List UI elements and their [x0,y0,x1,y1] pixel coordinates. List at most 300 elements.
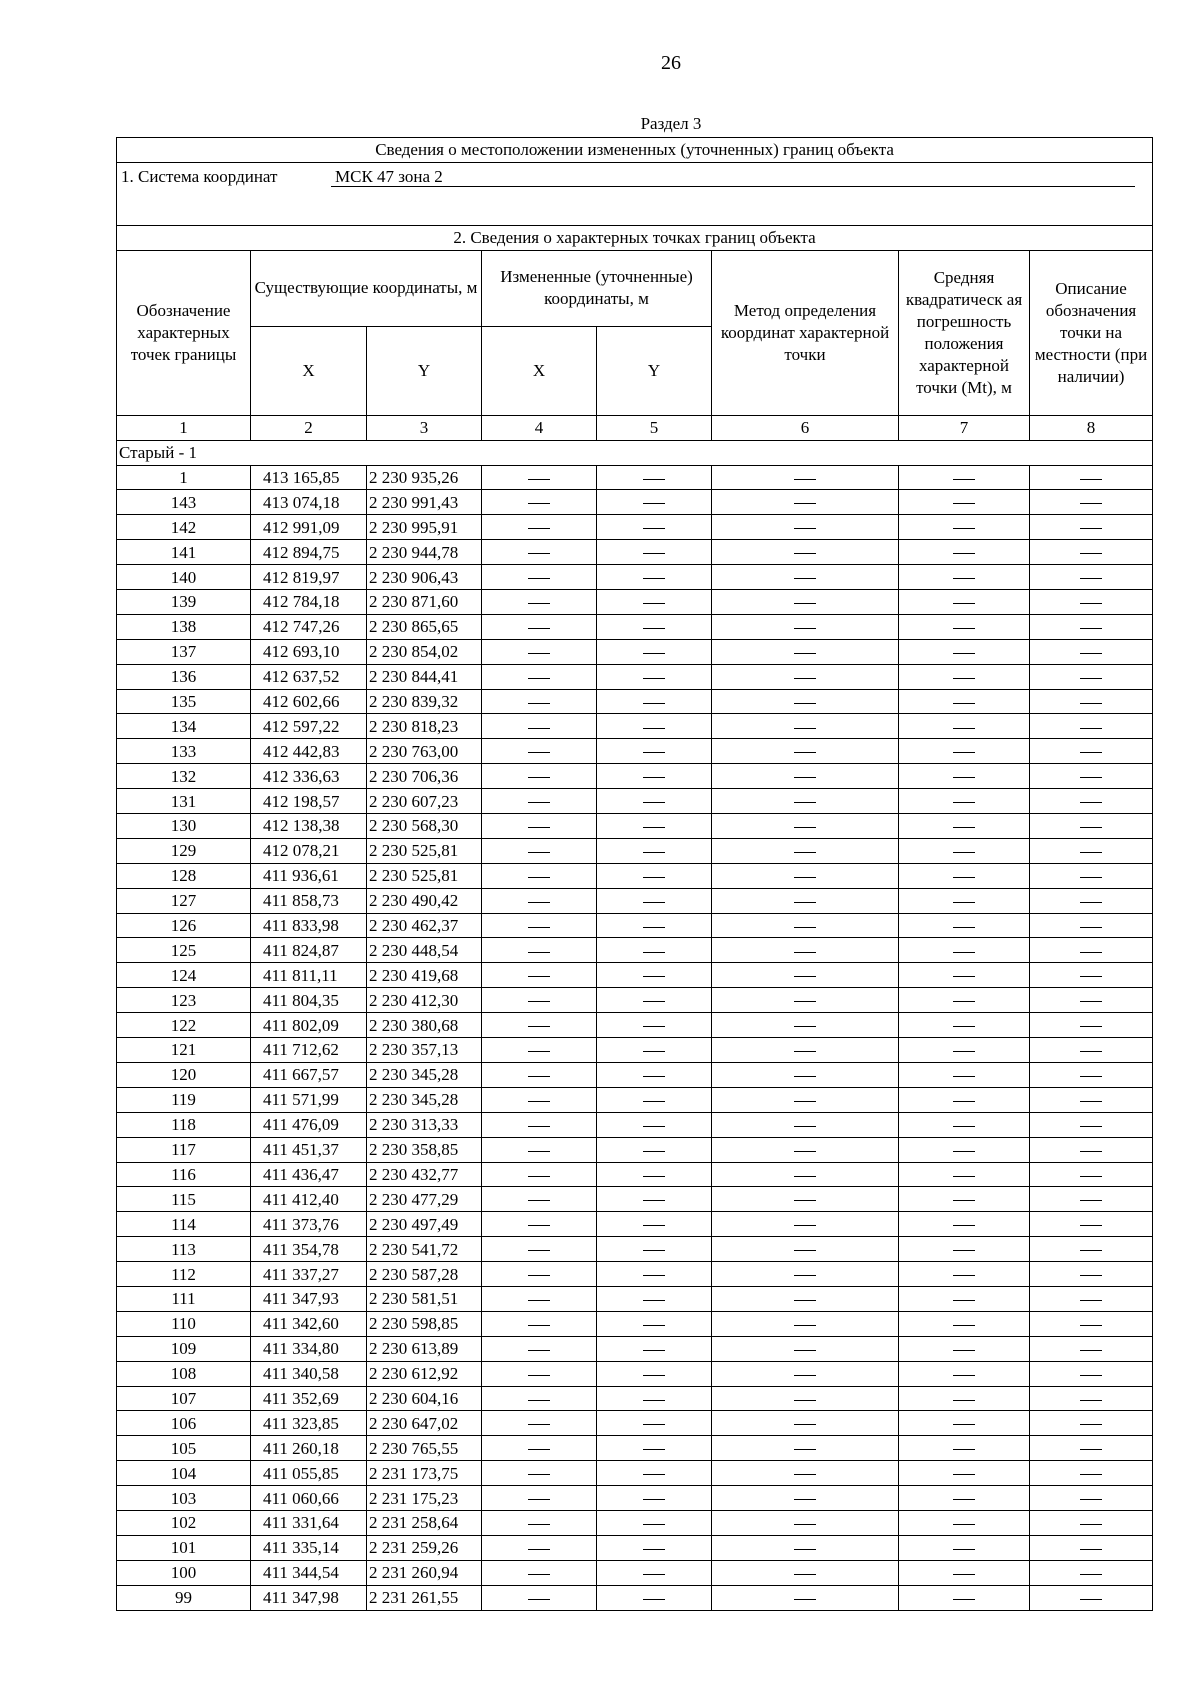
dash-mark [794,1300,816,1301]
table-title: Сведения о местоположении измененных (уточненных) границ объекта [117,138,1153,163]
empty-value-cell [597,1112,712,1137]
point-id-cell: 113 [117,1237,251,1262]
header-designation: Обозначение характерных точек границы [117,250,251,415]
dash-mark [953,1026,975,1027]
empty-value-cell [482,1237,597,1262]
empty-value-cell [597,789,712,814]
existing-x-cell: 412 336,63 [251,764,367,789]
existing-y-cell: 2 230 541,72 [367,1237,482,1262]
dash-mark [643,553,665,554]
section-label: Раздел 3 [640,114,702,133]
empty-value-cell [712,1436,899,1461]
dash-mark [1080,479,1102,480]
existing-x-cell: 411 811,11 [251,963,367,988]
empty-value-cell [482,664,597,689]
dash-mark [794,553,816,554]
existing-y-cell: 2 230 358,85 [367,1137,482,1162]
dash-mark [528,752,550,753]
empty-value-cell [1030,1336,1153,1361]
dash-mark [794,1076,816,1077]
empty-value-cell [899,465,1030,490]
empty-value-cell [482,590,597,615]
empty-value-cell [1030,1162,1153,1187]
point-id-cell: 102 [117,1510,251,1535]
empty-value-cell [482,465,597,490]
existing-y-cell: 2 230 706,36 [367,764,482,789]
dash-mark [953,852,975,853]
existing-y-cell: 2 230 477,29 [367,1187,482,1212]
empty-value-cell [712,565,899,590]
dash-mark [528,1574,550,1575]
empty-value-cell [899,1038,1030,1063]
dash-mark [528,1424,550,1425]
dash-mark [794,1176,816,1177]
empty-value-cell [482,1510,597,1535]
existing-y-cell: 2 230 419,68 [367,963,482,988]
dash-mark [1080,1549,1102,1550]
dash-mark [794,1101,816,1102]
empty-value-cell [712,1411,899,1436]
existing-y-cell: 2 230 497,49 [367,1212,482,1237]
coord-system-value: МСК 47 зона 2 [331,167,1135,187]
point-id-cell: 105 [117,1436,251,1461]
empty-value-cell [899,913,1030,938]
dash-mark [794,1549,816,1550]
dash-mark [953,1524,975,1525]
dash-mark [528,1524,550,1525]
table-row [117,1386,1153,1411]
empty-value-cell [597,565,712,590]
empty-value-cell [899,888,1030,913]
point-id-cell: 132 [117,764,251,789]
existing-y-cell: 2 230 765,55 [367,1436,482,1461]
existing-x-cell: 411 804,35 [251,988,367,1013]
dash-mark [794,1400,816,1401]
dash-mark [1080,1001,1102,1002]
empty-value-cell [597,639,712,664]
existing-y-cell: 2 231 259,26 [367,1535,482,1560]
empty-value-cell [482,1361,597,1386]
existing-x-cell: 411 055,85 [251,1461,367,1486]
existing-y-cell: 2 230 462,37 [367,913,482,938]
empty-value-cell [482,913,597,938]
dash-mark [953,902,975,903]
point-id-cell: 124 [117,963,251,988]
table-row [117,1560,1153,1585]
empty-value-cell [597,1237,712,1262]
dash-mark [528,1026,550,1027]
empty-value-cell [712,863,899,888]
column-number: 1 [117,415,251,440]
dash-mark [794,952,816,953]
empty-value-cell [712,1212,899,1237]
empty-value-cell [482,1038,597,1063]
empty-value-cell [899,1535,1030,1560]
dash-mark [643,802,665,803]
dash-mark [953,578,975,579]
dash-mark [643,1151,665,1152]
existing-x-cell: 411 802,09 [251,1013,367,1038]
empty-value-cell [1030,664,1153,689]
empty-value-cell [597,1461,712,1486]
point-id-cell: 138 [117,614,251,639]
table-row [117,1162,1153,1187]
empty-value-cell [1030,1187,1153,1212]
table-row [117,664,1153,689]
empty-value-cell [899,689,1030,714]
empty-value-cell [597,689,712,714]
dash-mark [1080,678,1102,679]
empty-value-cell [482,565,597,590]
point-id-cell: 133 [117,739,251,764]
empty-value-cell [712,1262,899,1287]
empty-value-cell [899,1087,1030,1112]
dash-mark [1080,1350,1102,1351]
existing-y-cell: 2 230 357,13 [367,1038,482,1063]
existing-x-cell: 411 436,47 [251,1162,367,1187]
dash-mark [794,503,816,504]
dash-mark [528,603,550,604]
empty-value-cell [482,838,597,863]
dash-mark [1080,553,1102,554]
dash-mark [1080,653,1102,654]
point-id-cell: 100 [117,1560,251,1585]
dash-mark [528,1325,550,1326]
empty-value-cell [597,938,712,963]
existing-y-cell: 2 230 380,68 [367,1013,482,1038]
dash-mark [643,1176,665,1177]
point-id-cell: 111 [117,1286,251,1311]
dash-mark [528,678,550,679]
empty-value-cell [712,664,899,689]
existing-y-cell: 2 230 935,26 [367,465,482,490]
empty-value-cell [899,714,1030,739]
table-row [117,838,1153,863]
empty-value-cell [899,1560,1030,1585]
empty-value-cell [899,1187,1030,1212]
empty-value-cell [1030,1411,1153,1436]
point-id-cell: 107 [117,1386,251,1411]
existing-x-cell: 411 352,69 [251,1386,367,1411]
empty-value-cell [597,1087,712,1112]
existing-x-cell: 412 597,22 [251,714,367,739]
dash-mark [794,703,816,704]
dash-mark [643,1126,665,1127]
empty-value-cell [482,614,597,639]
dash-mark [953,653,975,654]
existing-x-cell: 411 412,40 [251,1187,367,1212]
empty-value-cell [712,739,899,764]
empty-value-cell [899,863,1030,888]
empty-value-cell [1030,1436,1153,1461]
dash-mark [1080,827,1102,828]
dash-mark [953,1549,975,1550]
dash-mark [794,1449,816,1450]
dash-mark [643,1400,665,1401]
empty-value-cell [899,490,1030,515]
point-id-cell: 126 [117,913,251,938]
existing-y-cell: 2 230 598,85 [367,1311,482,1336]
dash-mark [1080,927,1102,928]
dash-mark [794,1375,816,1376]
table-row [117,1585,1153,1610]
existing-x-cell: 413 074,18 [251,490,367,515]
empty-value-cell [482,1212,597,1237]
dash-mark [528,653,550,654]
empty-value-cell [597,1286,712,1311]
dash-mark [1080,852,1102,853]
empty-value-cell [712,614,899,639]
existing-y-cell: 2 230 604,16 [367,1386,482,1411]
dash-mark [643,503,665,504]
existing-x-cell: 411 260,18 [251,1436,367,1461]
dash-mark [1080,802,1102,803]
point-id-cell: 130 [117,814,251,839]
empty-value-cell [712,714,899,739]
empty-value-cell [482,963,597,988]
dash-mark [643,1549,665,1550]
table-row [117,764,1153,789]
dash-mark [643,1250,665,1251]
table-row [117,1062,1153,1087]
dash-mark [794,752,816,753]
coord-system-label: 1. Система координат [121,166,278,186]
column-number: 7 [899,415,1030,440]
empty-value-cell [597,913,712,938]
existing-y-cell: 2 231 175,23 [367,1486,482,1511]
dash-mark [643,479,665,480]
boundary-points-table [116,137,1153,1611]
point-id-cell: 142 [117,515,251,540]
empty-value-cell [712,963,899,988]
column-number: 6 [712,415,899,440]
empty-value-cell [597,1411,712,1436]
dash-mark [528,1151,550,1152]
dash-mark [643,1026,665,1027]
dash-mark [1080,1474,1102,1475]
dash-mark [794,1424,816,1425]
table-row [117,540,1153,565]
dash-mark [953,877,975,878]
empty-value-cell [1030,590,1153,615]
dash-mark [528,1126,550,1127]
existing-y-cell: 2 230 581,51 [367,1286,482,1311]
table-row [117,1286,1153,1311]
existing-x-cell: 412 442,83 [251,739,367,764]
empty-value-cell [712,1112,899,1137]
table-row [117,639,1153,664]
empty-value-cell [712,1311,899,1336]
table-row [117,490,1153,515]
empty-value-cell [597,540,712,565]
dash-mark [794,1275,816,1276]
empty-value-cell [1030,1560,1153,1585]
dash-mark [953,1375,975,1376]
point-id-cell: 103 [117,1486,251,1511]
empty-value-cell [482,1535,597,1560]
empty-value-cell [899,1311,1030,1336]
points-section-title: 2. Сведения о характерных точках границ объекта [117,225,1153,250]
empty-value-cell [482,1436,597,1461]
existing-x-cell: 411 060,66 [251,1486,367,1511]
empty-value-cell [712,639,899,664]
dash-mark [1080,1126,1102,1127]
table-row [117,739,1153,764]
dash-mark [953,1151,975,1152]
point-id-cell: 128 [117,863,251,888]
dash-mark [528,1350,550,1351]
empty-value-cell [597,1486,712,1511]
dash-mark [643,1001,665,1002]
dash-mark [794,578,816,579]
point-id-cell: 120 [117,1062,251,1087]
empty-value-cell [482,1585,597,1610]
empty-value-cell [899,938,1030,963]
point-id-cell: 143 [117,490,251,515]
existing-x-cell: 411 340,58 [251,1361,367,1386]
dash-mark [1080,603,1102,604]
empty-value-cell [899,1237,1030,1262]
dash-mark [528,852,550,853]
dash-mark [528,628,550,629]
point-id-cell: 114 [117,1212,251,1237]
dash-mark [953,1176,975,1177]
dash-mark [643,877,665,878]
dash-mark [953,827,975,828]
empty-value-cell [1030,1262,1153,1287]
group-label: Старый - 1 [117,440,1153,465]
table-row [117,814,1153,839]
dash-mark [643,1051,665,1052]
empty-value-cell [1030,639,1153,664]
table-row [117,1237,1153,1262]
point-id-cell: 112 [117,1262,251,1287]
coord-system-row [117,162,1153,225]
empty-value-cell [1030,938,1153,963]
dash-mark [643,528,665,529]
empty-value-cell [482,1411,597,1436]
empty-value-cell [482,863,597,888]
dash-mark [1080,528,1102,529]
empty-value-cell [712,689,899,714]
empty-value-cell [482,988,597,1013]
empty-value-cell [1030,1038,1153,1063]
point-id-cell: 115 [117,1187,251,1212]
dash-mark [794,653,816,654]
dash-mark [643,1599,665,1600]
dash-mark [794,678,816,679]
empty-value-cell [597,590,712,615]
empty-value-cell [899,639,1030,664]
dash-mark [794,1350,816,1351]
empty-value-cell [597,714,712,739]
empty-value-cell [899,590,1030,615]
empty-value-cell [712,590,899,615]
dash-mark [794,603,816,604]
empty-value-cell [1030,540,1153,565]
empty-value-cell [899,1286,1030,1311]
existing-x-cell: 411 667,57 [251,1062,367,1087]
dash-mark [528,1499,550,1500]
point-id-cell: 140 [117,565,251,590]
existing-x-cell: 411 337,27 [251,1262,367,1287]
dash-mark [528,1176,550,1177]
empty-value-cell [899,540,1030,565]
empty-value-cell [482,1013,597,1038]
dash-mark [528,902,550,903]
empty-value-cell [482,1137,597,1162]
existing-y-cell: 2 230 613,89 [367,1336,482,1361]
table-row [117,1212,1153,1237]
dash-mark [953,678,975,679]
dash-mark [643,1474,665,1475]
dash-mark [794,628,816,629]
dash-mark [953,1101,975,1102]
dash-mark [953,1275,975,1276]
existing-x-cell: 411 858,73 [251,888,367,913]
dash-mark [1080,1250,1102,1251]
dash-mark [794,1325,816,1326]
existing-y-cell: 2 230 871,60 [367,590,482,615]
existing-x-cell: 411 342,60 [251,1311,367,1336]
dash-mark [643,1350,665,1351]
dash-mark [528,877,550,878]
existing-x-cell: 412 138,38 [251,814,367,839]
dash-mark [1080,752,1102,753]
dash-mark [953,1599,975,1600]
dash-mark [794,1026,816,1027]
table-row [117,863,1153,888]
empty-value-cell [482,714,597,739]
dash-mark [953,1449,975,1450]
empty-value-cell [712,1560,899,1585]
table-row [117,1510,1153,1535]
dash-mark [528,1225,550,1226]
existing-x-cell: 411 936,61 [251,863,367,888]
column-numbers-row [117,415,1153,440]
empty-value-cell [597,1187,712,1212]
table-row [117,465,1153,490]
dash-mark [1080,1176,1102,1177]
dash-mark [794,827,816,828]
dash-mark [794,852,816,853]
dash-mark [528,528,550,529]
empty-value-cell [597,1510,712,1535]
point-id-cell: 99 [117,1585,251,1610]
empty-value-cell [482,789,597,814]
empty-value-cell [899,1336,1030,1361]
empty-value-cell [712,1062,899,1087]
empty-value-cell [712,1187,899,1212]
empty-value-cell [597,1436,712,1461]
existing-y-cell: 2 230 313,33 [367,1112,482,1137]
empty-value-cell [899,1486,1030,1511]
dash-mark [1080,1051,1102,1052]
empty-value-cell [1030,1361,1153,1386]
empty-value-cell [899,1062,1030,1087]
dash-mark [528,1051,550,1052]
empty-value-cell [1030,490,1153,515]
dash-mark [643,927,665,928]
dash-mark [953,528,975,529]
dash-mark [643,777,665,778]
empty-value-cell [1030,1311,1153,1336]
empty-value-cell [899,1436,1030,1461]
dash-mark [1080,1424,1102,1425]
dash-mark [794,1151,816,1152]
table-row [117,1411,1153,1436]
point-id-cell: 136 [117,664,251,689]
